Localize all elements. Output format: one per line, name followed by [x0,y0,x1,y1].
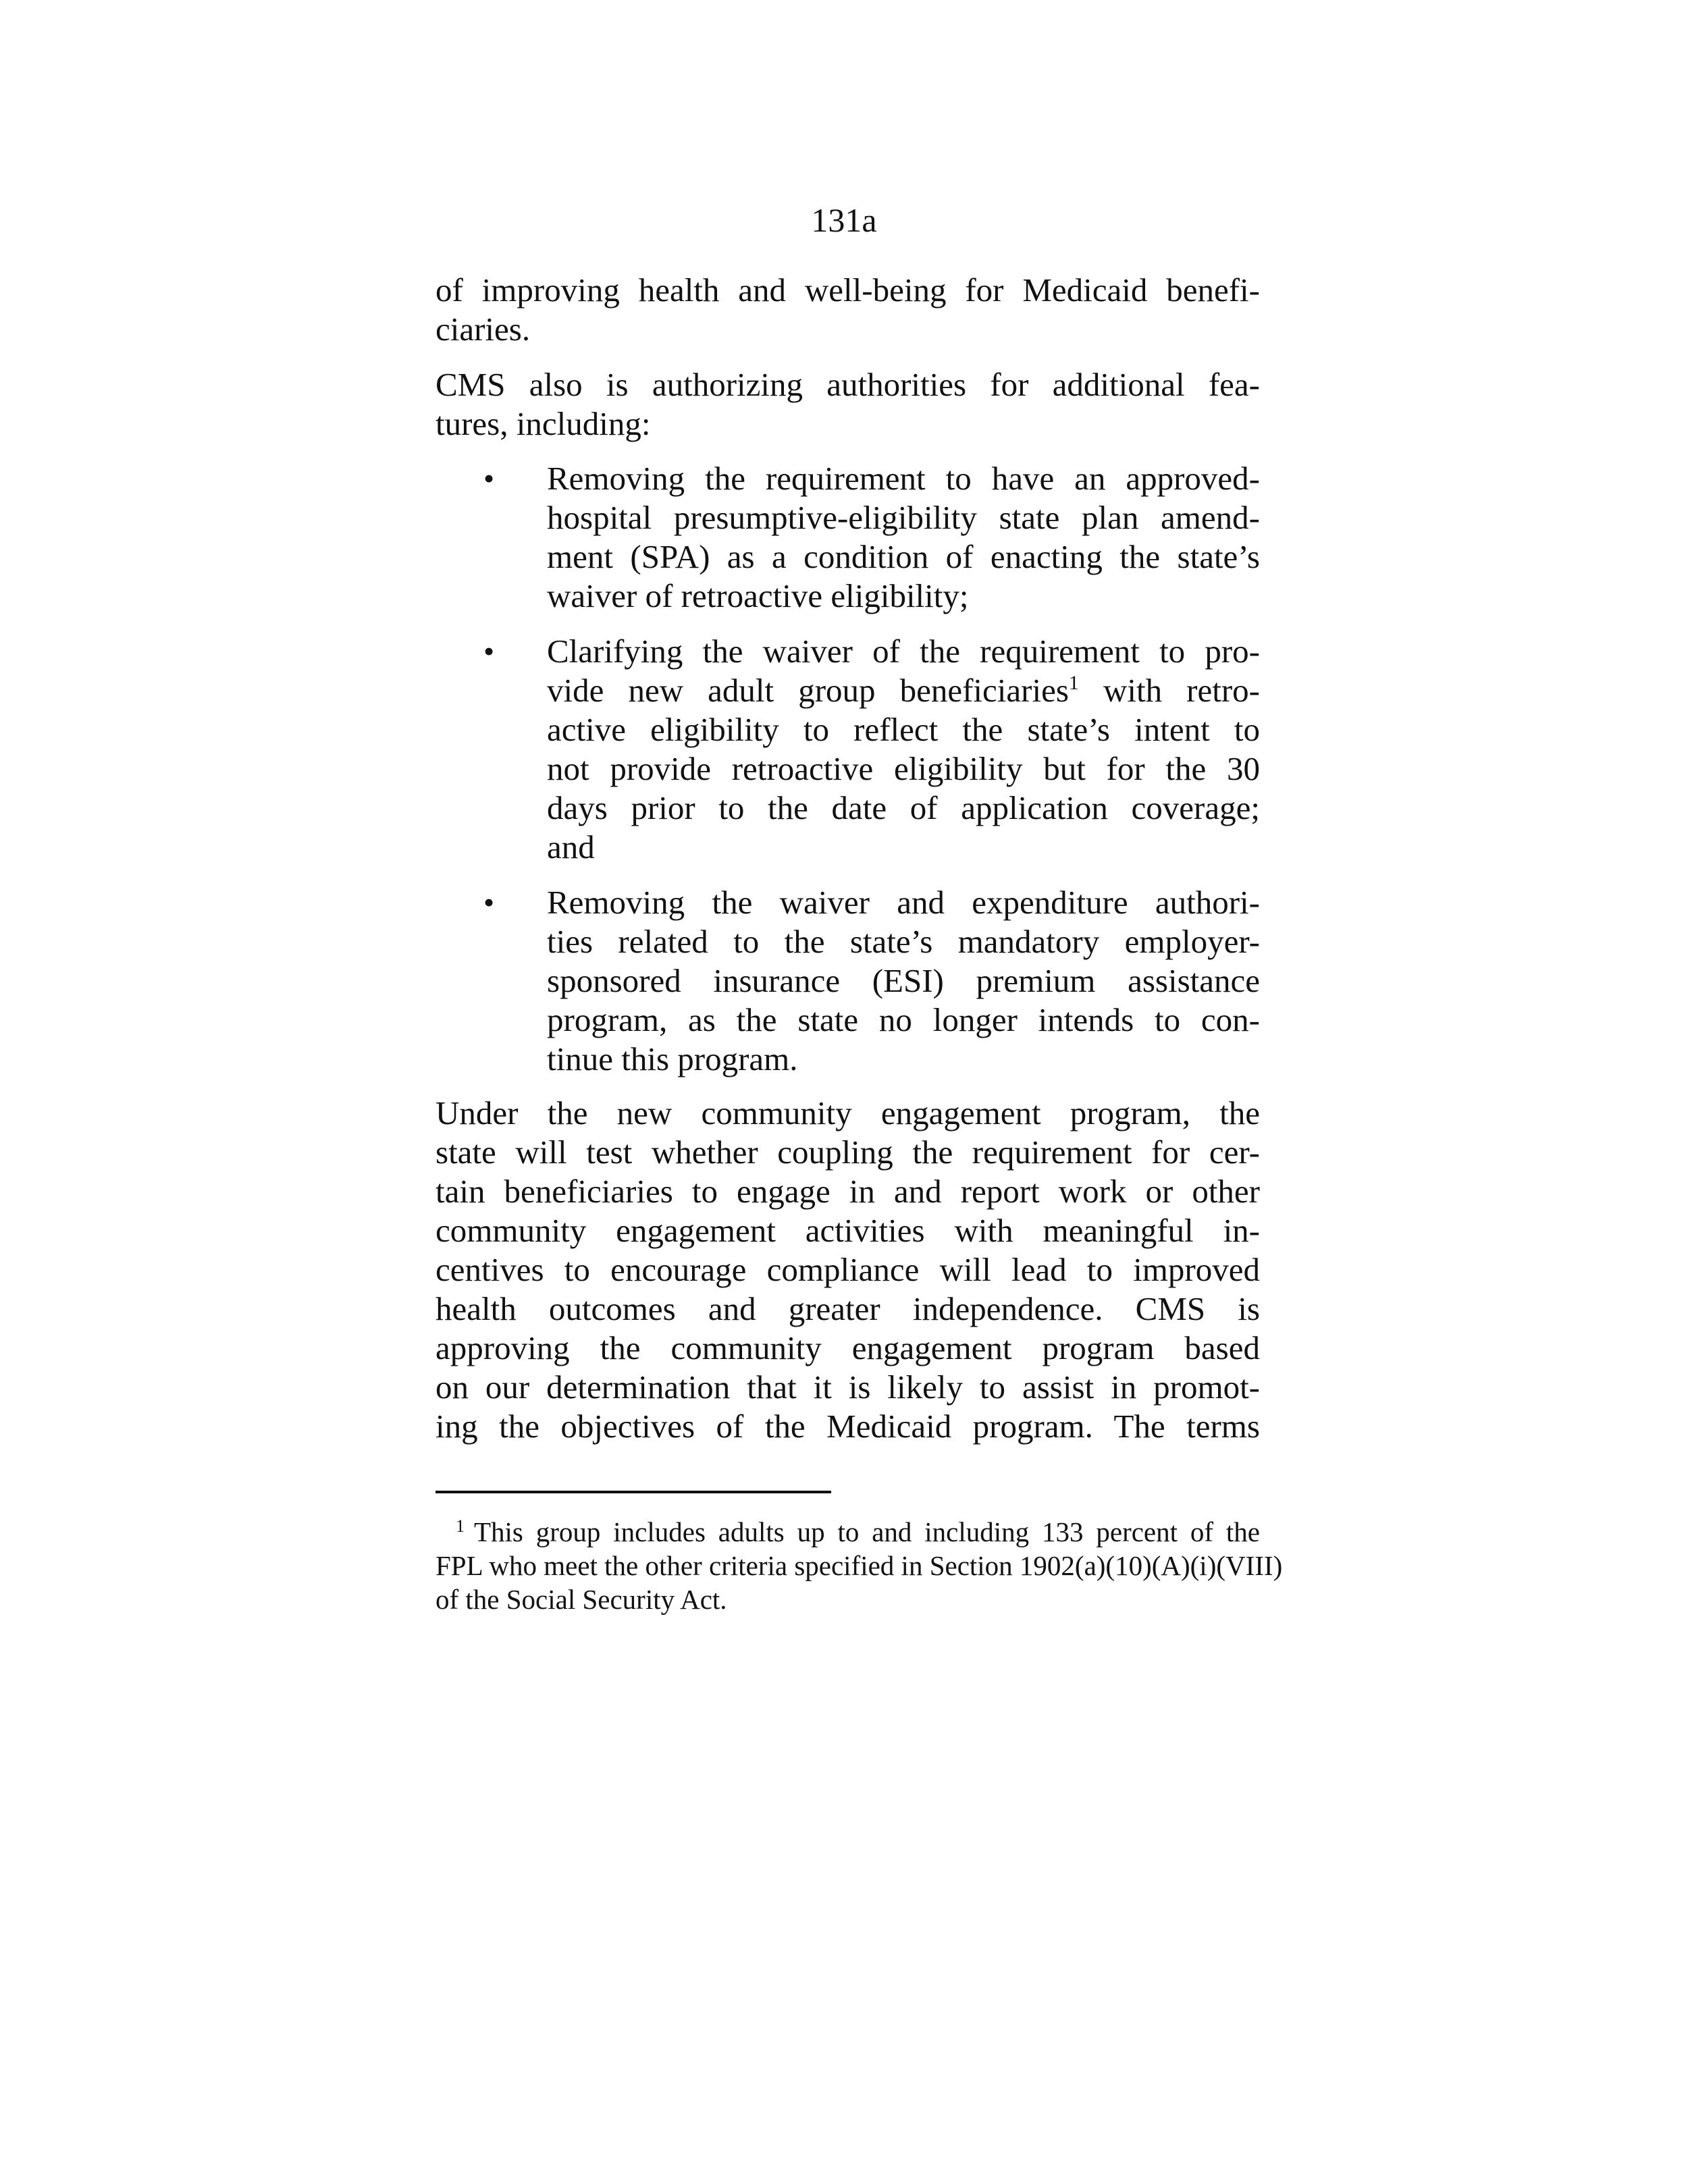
text-line: on our determination that it is likely to assist in promot- [436,1368,1260,1406]
paragraph-intro [436,271,1260,349]
bullet-item-retroactive [483,632,1260,867]
bullet-icon: • [483,885,495,920]
footnote-reference[interactable]: 1 [1068,672,1079,694]
text-line: not provide retroactive eligibility but for the 30 [547,750,1260,787]
text-line: tain beneficiaries to engage in and report work or other [436,1173,1260,1210]
text-line: ciaries. [436,311,531,348]
text-line: approving the community engagement program based [436,1329,1260,1366]
text-line: tinue this program. [547,1040,798,1077]
text-line: active eligibility to reflect the state’s intent to [547,711,1260,748]
text-line: ing the objectives of the Medicaid program. The terms [436,1408,1260,1445]
text-line: Removing the requirement to have an approved- [547,460,1260,497]
text-line: health outcomes and greater independence. CMS is [436,1290,1260,1327]
bullet-item-esi [483,883,1260,1079]
text-line: community engagement activities with meaningful in- [436,1212,1260,1249]
text-line: days prior to the date of application coverage; [547,789,1260,826]
text-line: of improving health and well-being for Medicaid benefi- [436,271,1260,309]
footnote-marker: 1 [456,1516,465,1536]
text-line: Under the new community engagement program, the [436,1094,1260,1131]
paragraph-authorities [436,365,1260,444]
text-line: Removing the waiver and expenditure authori- [547,884,1260,921]
text-line: program, as the state no longer intends to con- [547,1001,1260,1038]
text-line: hospital presumptive-eligibility state plan amend- [547,499,1260,536]
bullet-icon: • [483,634,495,668]
text-line: CMS also is authorizing authorities for additional fea- [436,366,1260,403]
text-line: of the Social Security Act. [436,1584,727,1615]
bullet-icon: • [483,461,495,496]
footnote-divider [436,1491,831,1493]
text-line: and [547,828,595,865]
text-line: FPL who meet the other criteria specified in Section 1902(a)(10)(A)(i)(VIII) [436,1550,1283,1581]
paragraph-community-engagement [436,1094,1260,1446]
page-number: 131a [811,201,877,239]
text-line: tures, including: [436,405,651,442]
text-line: ment (SPA) as a condition of enacting the state’s [547,538,1260,575]
text-line [547,671,1260,710]
text-line: sponsored insurance (ESI) premium assistance [547,962,1260,999]
text-segment: This group includes adults up to and including 133 percent of the [474,1516,1260,1547]
text-line: waiver of retroactive eligibility; [547,577,969,614]
text-line: ties related to the state’s mandatory employer- [547,923,1260,960]
footnote [436,1515,1283,1616]
text-segment: with retro- [1078,672,1260,709]
text-segment: vide new adult group beneficiaries [547,672,1069,709]
bullet-item-spa [483,459,1260,616]
text-line [436,1515,1260,1549]
text-line: centives to encourage compliance will lead to improved [436,1251,1260,1288]
text-line: Clarifying the waiver of the requirement to pro- [547,633,1260,670]
text-line: state will test whether coupling the requirement for cer- [436,1134,1260,1171]
